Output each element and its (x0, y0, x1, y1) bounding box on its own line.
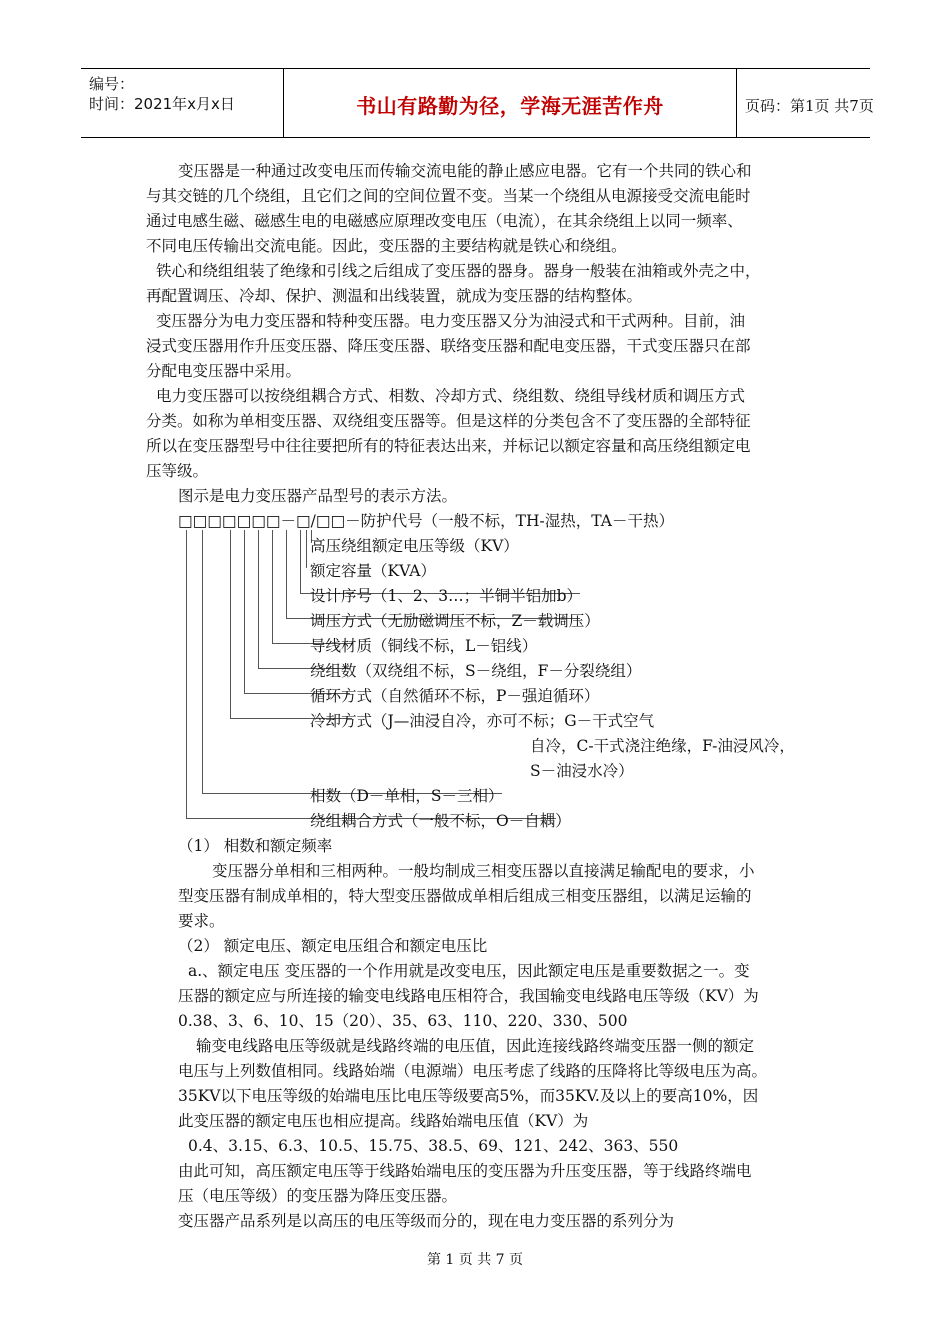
body-line: 变压器分为电力变压器和特种变压器。电力变压器又分为油浸式和干式两种。目前，油 (156, 312, 746, 330)
page-footer: 第 1 页 共 7 页 (426, 1252, 524, 1268)
body-line: 0.4、3.15、6.3、10.5、15.75、38.5、69、121、242、363、550 (188, 1137, 679, 1155)
body-line: 变压器产品系列是以高压的电压等级而分的，现在电力变压器的系列分为 (178, 1212, 675, 1230)
body-line: 铁心和绕组组装了绝缘和引线之后组成了变压器的器身。器身一般装在油箱或外壳之中， (156, 262, 761, 280)
body-line: 图示是电力变压器产品型号的表示方法。 (178, 487, 458, 505)
diagram-item: 调压方式（无励磁调压不标，Z－载调压） (310, 612, 600, 630)
section-heading: （1） 相数和额定频率 (178, 837, 333, 855)
body-line: 浸式变压器用作升压变压器、降压变压器、联络变压器和配电变压器，干式变压器只在部 (146, 337, 751, 355)
body-line: 分类。如称为单相变压器、双绕组变压器等。但是这样的分类包含不了变压器的全部特征 (146, 412, 751, 430)
body-line: 输变电线路电压等级就是线路终端的电压值，因此连接线路终端变压器一侧的额定 (196, 1037, 755, 1055)
diagram-item: S－油浸水冷） (530, 762, 634, 780)
diagram-top-line: □□□□□□□－□/□□－防护代号（一般不标，TH-湿热，TA－干热） (178, 512, 674, 530)
diagram-item: 额定容量（KVA） (310, 562, 436, 580)
body-line: 型变压器有制成单相的，特大型变压器做成单相后组成三相变压器组，以满足运输的 (178, 887, 752, 905)
motto: 书山有路勤为径，学海无涯苦作舟 (356, 94, 664, 118)
body-line: 分配电变压器中采用。 (146, 362, 302, 380)
diagram-item: 冷却方式（J—油浸自冷，亦可不标；G－干式空气 (310, 712, 655, 730)
header-page-cell (735, 69, 874, 137)
connector-line (286, 530, 287, 618)
connector-line (300, 530, 301, 593)
body-line: 变压器是一种通过改变电压而传输交流电能的静止感应电器。它有一个共同的铁心和 (178, 162, 752, 180)
diagram-item: 绕组数（双绕组不标，S－绕组，F－分裂绕组） (310, 662, 642, 680)
body-line: 35KV以下电压等级的始端电压比电压等级要高5%，而35KV.及以上的要高10%，因 (178, 1087, 759, 1105)
diagram-item: 循环方式（自然循环不标，P－强迫循环） (310, 687, 600, 705)
body-line: 电力变压器可以按绕组耦合方式、相数、冷却方式、绕组数、绕组导线材质和调压方式 (156, 387, 746, 405)
page-header (81, 68, 874, 138)
diagram-item: 绕组耦合方式（一般不标，O－自耦） (310, 812, 571, 830)
diagram-item: 自冷，C-干式浇注绝缘，F-油浸风冷， (530, 737, 795, 755)
connector-line (306, 530, 307, 568)
body-line: 通过电感生磁、磁感生电的电磁感应原理改变电压（电流），在其余绕组上以同一频率、 (146, 212, 743, 230)
connector-line (230, 530, 231, 718)
diagram-item: 相数（D－单相，S－三相） (310, 787, 504, 805)
diagram-item: 设计序号（1、2、3…；半铜半铝加b） (310, 587, 583, 605)
connector-line (244, 530, 245, 693)
body-line: 不同电压传输出交流电能。因此，变压器的主要结构就是铁心和绕组。 (146, 237, 627, 255)
body-line: 压（电压等级）的变压器为降压变压器。 (178, 1187, 458, 1205)
body-line: 由此可知，高压额定电压等于线路始端电压的变压器为升压变压器，等于线路终端电 (178, 1162, 752, 1180)
connector-line (186, 530, 187, 818)
header-motto-cell (283, 69, 737, 137)
body-line: 压等级。 (146, 462, 209, 480)
connector-line (272, 530, 273, 643)
diagram-item: 导线材质（铜线不标，L－铝线） (310, 637, 538, 655)
page-info: 页码：第1页 共7页 (745, 97, 874, 115)
connector-line (202, 530, 203, 793)
body-line: 与其交链的几个绕组，且它们之间的空间位置不变。当某一个绕组从电源接受交流电能时 (146, 187, 751, 205)
time-label: 时间：2021年x月x日 (89, 95, 235, 113)
code-label: 编号： (89, 75, 135, 93)
body-line: 0.38、3、6、10、15（20）、35、63、110、220、330、500 (178, 1012, 628, 1030)
body-line: 此变压器的额定电压也相应提高。线路始端电压值（KV）为 (178, 1112, 589, 1130)
body-line: 电压与上列数值相同。线路始端（电源端）电压考虑了线路的压降将比等级电压为高。 (178, 1062, 768, 1080)
section-heading: （2） 额定电压、额定电压组合和额定电压比 (178, 937, 488, 955)
body-line: 所以在变压器型号中往往要把所有的特征表达出来，并标记以额定容量和高压绕组额定电 (146, 437, 751, 455)
connector-line (258, 530, 259, 668)
body-line: 要求。 (178, 912, 225, 930)
body-line: 再配置调压、冷却、保护、测温和出线装置，就成为变压器的结构整体。 (146, 287, 643, 305)
body-line: 压器的额定应与所连接的输变电线路电压相符合，我国输变电线路电压等级（KV）为 (178, 987, 759, 1005)
diagram-item: 高压绕组额定电压等级（KV） (310, 537, 519, 555)
header-meta (81, 69, 283, 137)
body-line: a.、额定电压 变压器的一个作用就是改变电压，因此额定电压是重要数据之一。变 (188, 962, 750, 980)
body-line: 变压器分单相和三相两种。一般均制成三相变压器以直接满足输配电的要求，小 (212, 862, 755, 880)
